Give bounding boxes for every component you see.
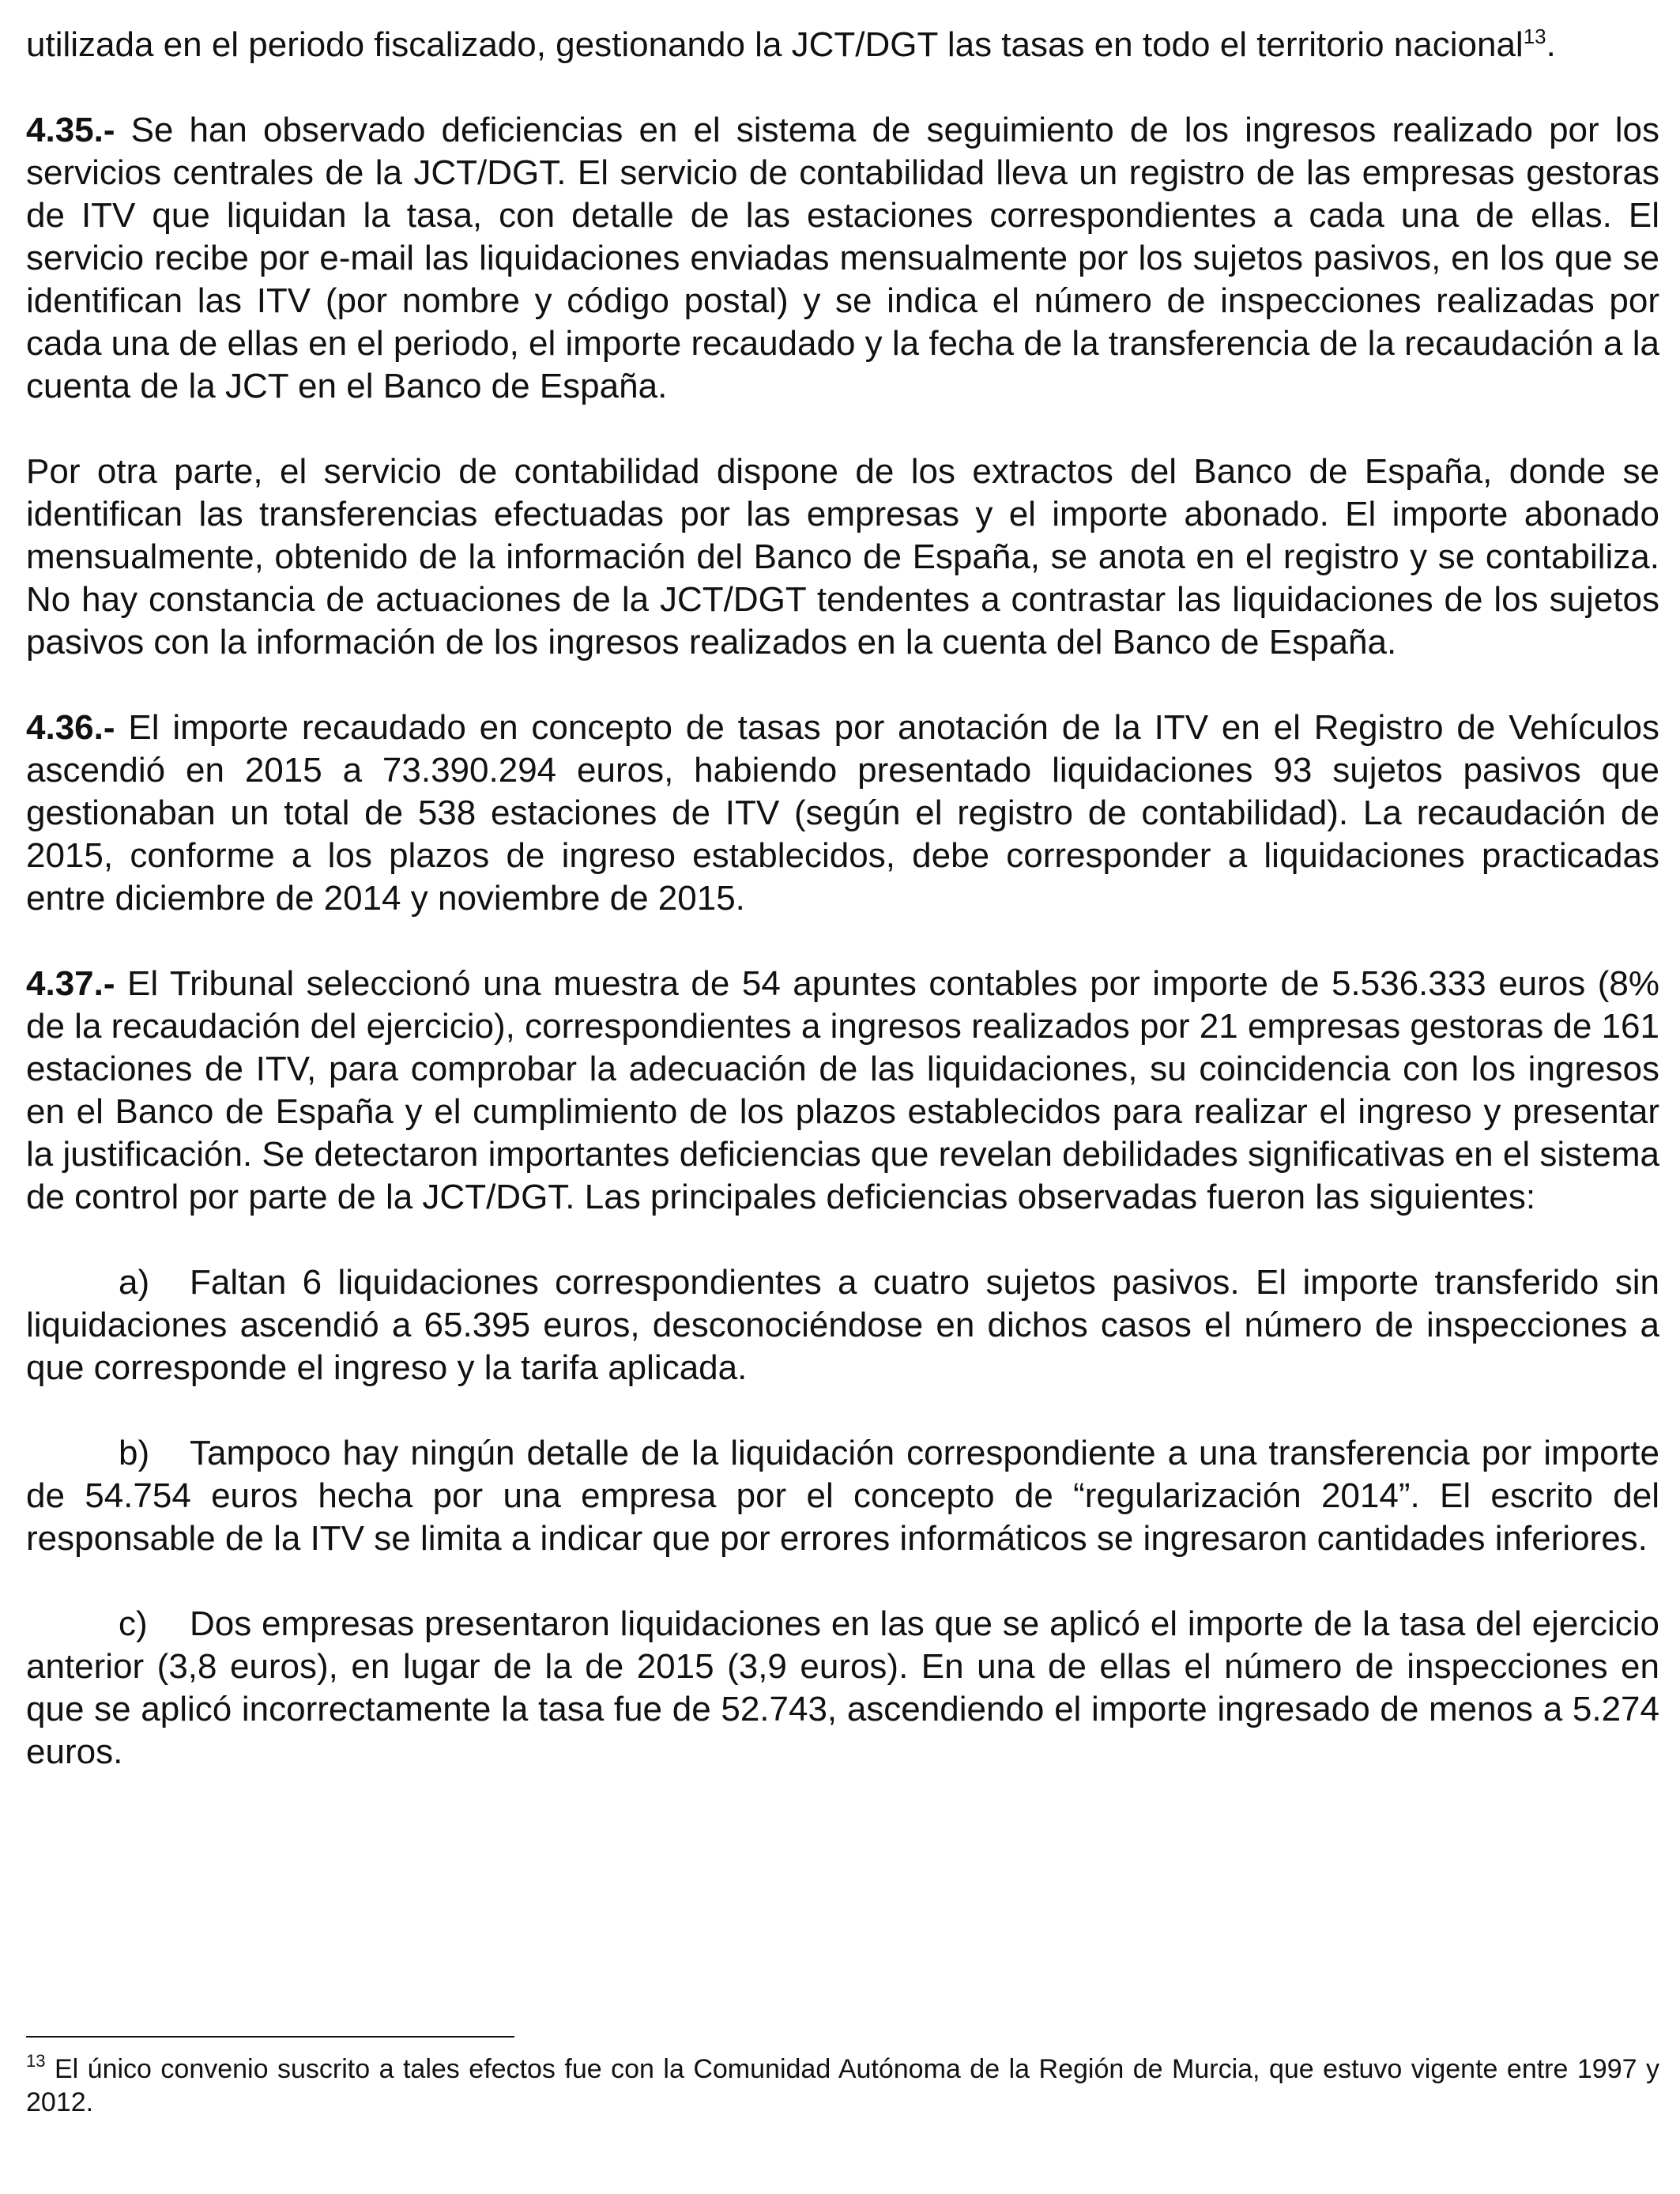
list-marker: a): [119, 1263, 150, 1302]
paragraph-number: 4.35.-: [26, 111, 115, 149]
footnote-text: El único convenio suscrito a tales efectos fue con la Comunidad Autónoma de la Región de Murcia, que estuvo vigente entre 1997 y 2012.: [26, 2054, 1659, 2117]
list-item-b: [26, 1432, 1659, 1560]
list-item-a: [26, 1261, 1659, 1389]
paragraph-number: 4.37.-: [26, 964, 115, 1003]
footnote-number: 13: [26, 2051, 46, 2071]
list-item-c: [26, 1603, 1659, 1774]
paragraph-text: Por otra parte, el servicio de contabilidad dispone de los extractos del Banco de España, donde se identifican las transferencias efectuadas por las empresas y el importe abonado. El importe abonado mensualmente, obtenido de la información del Banco de España, se anota en el registro y se contabiliza. No hay constancia de actuaciones de la JCT/DGT tendentes a contrastar las liquidaciones de los sujetos pasivos con la información de los ingresos realizados en la cuenta del Banco de España.: [26, 452, 1659, 662]
footnote: [26, 2053, 1659, 2119]
paragraph-4-35-continued: [26, 450, 1659, 664]
list-marker: b): [119, 1434, 150, 1472]
paragraph-text: El Tribunal seleccionó una muestra de 54 apuntes contables por importe de 5.536.333 euros (8% de la recaudación del ejercicio), correspondientes a ingresos realizados por 21 empresas gestoras de 161 estaciones de ITV, para comprobar la adecuación de las liquidaciones, su coincidencia con los ingresos en el Banco de España y el cumplimiento de los plazos establecidos para realizar el ingreso y presentar la justificación. Se detectaron importantes deficiencias que revelan debilidades significativas en el sistema de control por parte de la JCT/DGT. Las principales deficiencias observadas fueron las siguientes:: [26, 964, 1659, 1216]
paragraph-intro: [26, 24, 1659, 66]
paragraph-number: 4.36.-: [26, 708, 115, 747]
list-marker: c): [119, 1604, 148, 1643]
paragraph-intro-tail: .: [1546, 25, 1556, 64]
paragraph-4-35: [26, 109, 1659, 408]
paragraph-intro-text: utilizada en el periodo fiscalizado, gestionando la JCT/DGT las tasas en todo el territorio nacional: [26, 25, 1524, 64]
list-item-text: Faltan 6 liquidaciones correspondientes a cuatro sujetos pasivos. El importe transferido sin liquidaciones ascendió a 65.395 euros, desconociéndose en dichos casos el número de inspecciones a que corresponde el ingreso y la tarifa aplicada.: [26, 1263, 1659, 1387]
paragraph-text: Se han observado deficiencias en el sistema de seguimiento de los ingresos realizado por los servicios centrales de la JCT/DGT. El servicio de contabilidad lleva un registro de las empresas gestoras de ITV que liquidan la tasa, con detalle de las estaciones correspondientes a cada una de ellas. El servicio recibe por e-mail las liquidaciones enviadas mensualmente por los sujetos pasivos, en los que se identifican las ITV (por nombre y código postal) y se indica el número de inspecciones realizadas por cada una de ellas en el periodo, el importe recaudado y la fecha de la transferencia de la recaudación a la cuenta de la JCT en el Banco de España.: [26, 111, 1659, 405]
document-body: [26, 24, 1659, 1816]
paragraph-4-36: [26, 707, 1659, 920]
footnote-separator: [26, 2036, 514, 2038]
list-item-text: Dos empresas presentaron liquidaciones en las que se aplicó el importe de la tasa del ejercicio anterior (3,8 euros), en lugar de la de 2015 (3,9 euros). En una de ellas el número de inspecciones en que se aplicó incorrectamente la tasa fue de 52.743, ascendiendo el importe ingresado de menos a 5.274 euros.: [26, 1604, 1659, 1771]
paragraph-text: El importe recaudado en concepto de tasas por anotación de la ITV en el Registro de Vehículos ascendió en 2015 a 73.390.294 euros, habiendo presentado liquidaciones 93 sujetos pasivos que gestionaban un total de 538 estaciones de ITV (según el registro de contabilidad). La recaudación de 2015, conforme a los plazos de ingreso establecidos, debe corresponder a liquidaciones practicadas entre diciembre de 2014 y noviembre de 2015.: [26, 708, 1659, 918]
list-item-text: Tampoco hay ningún detalle de la liquidación correspondiente a una transferencia por importe de 54.754 euros hecha por una empresa por el concepto de “regularización 2014”. El escrito del responsable de la ITV se limita a indicar que por errores informáticos se ingresaron cantidades inferiores.: [26, 1434, 1659, 1558]
paragraph-4-37: [26, 963, 1659, 1219]
footnote-reference: 13: [1523, 25, 1546, 48]
